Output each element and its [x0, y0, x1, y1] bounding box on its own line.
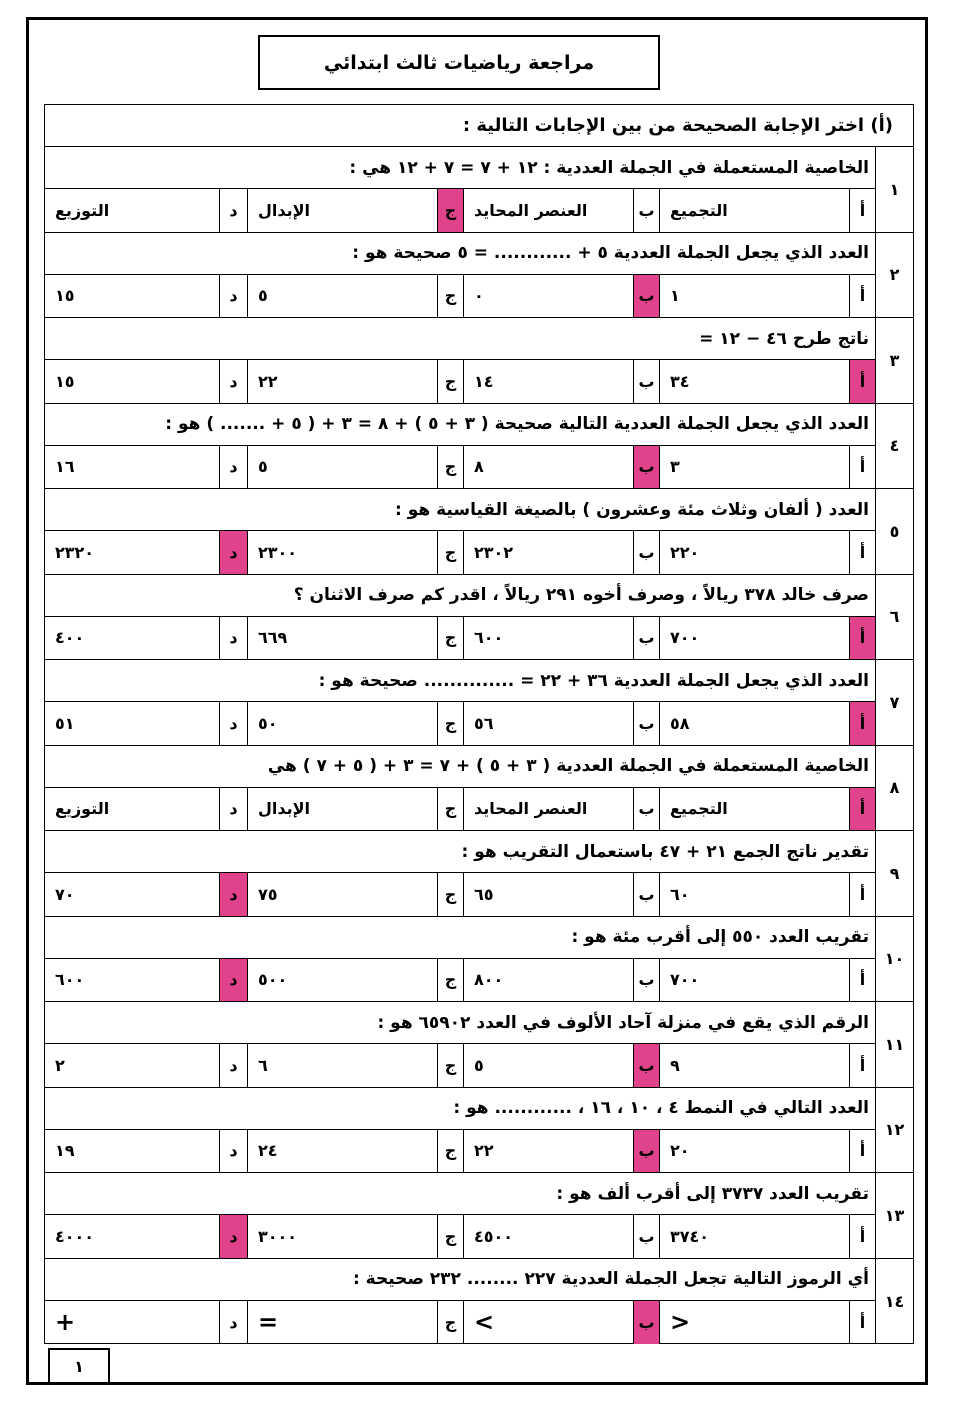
- option-label[interactable]: ج: [437, 1044, 463, 1087]
- question-row: [45, 575, 913, 661]
- option-value[interactable]: ٤٠٠: [55, 628, 85, 648]
- options-row: [45, 702, 875, 745]
- option-label[interactable]: د: [219, 617, 247, 660]
- option-label[interactable]: ب: [633, 1301, 659, 1345]
- option-value[interactable]: ٢٢: [463, 1130, 633, 1173]
- option-label[interactable]: ج: [437, 360, 463, 403]
- option-value[interactable]: ٣٤: [659, 360, 849, 403]
- option-label[interactable]: د: [219, 1044, 247, 1087]
- option-label[interactable]: ب: [633, 189, 659, 232]
- option-label[interactable]: ج: [437, 1301, 463, 1345]
- option-value[interactable]: ٠: [463, 275, 633, 318]
- page-number: ١: [48, 1348, 110, 1384]
- option-value[interactable]: ٦٦٩: [247, 617, 437, 660]
- option-label[interactable]: د: [219, 446, 247, 489]
- option-label[interactable]: ج: [437, 189, 463, 232]
- option-value[interactable]: +: [55, 1308, 76, 1337]
- option-value[interactable]: ١٥: [55, 371, 75, 391]
- option-label[interactable]: ج: [437, 275, 463, 318]
- question-text: الخاصية المستعملة في الجملة العددية : ١٢ + ٧ = ٧ + ١٢ هي :: [45, 147, 875, 189]
- options-row: [45, 1044, 875, 1087]
- option-value[interactable]: ٢٣٠٠: [247, 531, 437, 574]
- option-label[interactable]: د: [219, 1215, 247, 1258]
- option-value[interactable]: ٢٣٠٢: [463, 531, 633, 574]
- option-value[interactable]: ٨: [463, 446, 633, 489]
- question-number: ٤: [875, 404, 913, 489]
- option-label[interactable]: ب: [633, 788, 659, 831]
- option-value[interactable]: ٣٧٤٠: [659, 1215, 849, 1258]
- question-number: ١٣: [875, 1173, 913, 1258]
- options-row: [45, 189, 875, 232]
- option-value[interactable]: ١٥: [55, 286, 75, 306]
- question-number: ٢: [875, 233, 913, 318]
- options-row: [45, 531, 875, 574]
- option-value[interactable]: ٢٤: [247, 1130, 437, 1173]
- option-value[interactable]: ٥٠: [247, 702, 437, 745]
- question-row: [45, 318, 913, 404]
- option-label[interactable]: د: [219, 959, 247, 1002]
- option-label[interactable]: ب: [633, 360, 659, 403]
- options-row: [45, 1215, 875, 1258]
- option-value[interactable]: العنصر المحايد: [463, 788, 633, 831]
- option-value[interactable]: ٢٠: [659, 1130, 849, 1173]
- options-row: [45, 1130, 875, 1173]
- question-row: [45, 404, 913, 490]
- option-label[interactable]: أ: [849, 702, 875, 745]
- question-row: [45, 660, 913, 746]
- option-label[interactable]: ب: [633, 1130, 659, 1173]
- option-value[interactable]: ٦٠٠: [55, 970, 85, 990]
- option-label[interactable]: أ: [849, 360, 875, 403]
- question-number: ٨: [875, 746, 913, 831]
- option-value[interactable]: ٥: [247, 446, 437, 489]
- option-value[interactable]: ٥٠٠: [247, 959, 437, 1002]
- option-label[interactable]: أ: [849, 617, 875, 660]
- question-number: ٦: [875, 575, 913, 660]
- option-value[interactable]: التوزيع: [55, 200, 110, 220]
- option-value[interactable]: ٤٠٠٠: [55, 1226, 95, 1246]
- question-number: ١٠: [875, 917, 913, 1002]
- option-value[interactable]: ٧٠: [55, 884, 75, 904]
- question-text: العدد الذي يجعل الجملة العددية التالية صحيحة ( ٣ + ٥ ) + ٨ = ٣ + ( ٥ + ....... ) هو :: [45, 404, 875, 446]
- option-value[interactable]: ٢٣٢٠: [55, 542, 95, 562]
- page-title: مراجعة رياضيات ثالث ابتدائي: [258, 35, 660, 90]
- option-value[interactable]: ٦٠٠: [463, 617, 633, 660]
- option-label[interactable]: أ: [849, 1215, 875, 1258]
- question-number: ٩: [875, 831, 913, 916]
- option-label[interactable]: ب: [633, 531, 659, 574]
- option-value[interactable]: ٨٠٠: [463, 959, 633, 1002]
- option-value[interactable]: ٤٥٠٠: [463, 1215, 633, 1258]
- question-number: ٥: [875, 489, 913, 574]
- option-label[interactable]: ج: [437, 1215, 463, 1258]
- option-label[interactable]: أ: [849, 531, 875, 574]
- question-text: ناتج طرح ٤٦ − ١٢ =: [45, 318, 875, 360]
- option-label[interactable]: ب: [633, 959, 659, 1002]
- option-label[interactable]: ب: [633, 1215, 659, 1258]
- question-row: [45, 831, 913, 917]
- question-number: ١٤: [875, 1259, 913, 1345]
- option-value[interactable]: الإبدال: [247, 788, 437, 831]
- option-label[interactable]: ب: [633, 873, 659, 916]
- option-label[interactable]: أ: [849, 446, 875, 489]
- question-row: [45, 489, 913, 575]
- option-value[interactable]: ٩: [659, 1044, 849, 1087]
- option-label[interactable]: ب: [633, 617, 659, 660]
- question-row: [45, 1088, 913, 1174]
- option-value[interactable]: ١: [659, 275, 849, 318]
- option-label[interactable]: أ: [849, 873, 875, 916]
- option-label[interactable]: ج: [437, 873, 463, 916]
- option-value[interactable]: التوزيع: [55, 799, 110, 819]
- option-label[interactable]: د: [219, 873, 247, 916]
- option-value[interactable]: ٢٢: [247, 360, 437, 403]
- question-text: الرقم الذي يقع في منزلة آحاد الألوف في العدد ٦٥٩٠٢ هو :: [45, 1002, 875, 1044]
- question-text: تقريب العدد ٥٥٠ إلى أقرب مئة هو :: [45, 917, 875, 959]
- option-value[interactable]: ٢: [55, 1055, 65, 1075]
- option-label[interactable]: د: [219, 788, 247, 831]
- option-value[interactable]: التجميع: [659, 788, 849, 831]
- option-label[interactable]: ب: [633, 702, 659, 745]
- question-row: [45, 1173, 913, 1259]
- question-row: [45, 1002, 913, 1088]
- option-value[interactable]: >: [463, 1301, 633, 1345]
- option-label[interactable]: ج: [437, 788, 463, 831]
- option-label[interactable]: د: [219, 702, 247, 745]
- option-label[interactable]: ب: [633, 275, 659, 318]
- question-number: ١١: [875, 1002, 913, 1087]
- question-number: ١٢: [875, 1088, 913, 1173]
- options-row: [45, 788, 875, 831]
- option-value[interactable]: ٥٦: [463, 702, 633, 745]
- option-value[interactable]: ١٤: [463, 360, 633, 403]
- option-value[interactable]: ٥١: [55, 713, 75, 733]
- options-row: [45, 617, 875, 660]
- option-value[interactable]: ١٩: [55, 1141, 75, 1161]
- option-value[interactable]: ٢٢٠: [659, 531, 849, 574]
- option-label[interactable]: ج: [437, 959, 463, 1002]
- option-label[interactable]: أ: [849, 275, 875, 318]
- question-number: ٧: [875, 660, 913, 745]
- option-label[interactable]: أ: [849, 959, 875, 1002]
- option-label[interactable]: ج: [437, 702, 463, 745]
- question-row: [45, 917, 913, 1003]
- option-label[interactable]: أ: [849, 189, 875, 232]
- option-label[interactable]: ب: [633, 446, 659, 489]
- questions-table: [44, 104, 914, 1344]
- question-text: العدد الذي يجعل الجملة العددية ٣٦ + ٢٢ = .............. صحيحة هو :: [45, 660, 875, 702]
- option-label[interactable]: أ: [849, 788, 875, 831]
- option-value[interactable]: <: [659, 1301, 849, 1345]
- option-label[interactable]: د: [219, 189, 247, 232]
- option-label[interactable]: ج: [437, 1130, 463, 1173]
- option-value[interactable]: ٥: [463, 1044, 633, 1087]
- question-text: تقريب العدد ٣٧٣٧ إلى أقرب ألف هو :: [45, 1173, 875, 1215]
- option-value[interactable]: ٥: [247, 275, 437, 318]
- question-text: الخاصية المستعملة في الجملة العددية ( ٣ + ٥ ) + ٧ = ٣ + ( ٥ + ٧ ) هي: [45, 746, 875, 788]
- option-label[interactable]: د: [219, 1130, 247, 1173]
- option-label[interactable]: ب: [633, 1044, 659, 1087]
- question-text: العدد التالي في النمط ٤ ، ١٠ ، ١٦ ، ............ هو :: [45, 1088, 875, 1130]
- question-text: أي الرموز التالية تجعل الجملة العددية ٢٢٧ ........ ٢٣٢ صحيحة :: [45, 1259, 875, 1301]
- option-value[interactable]: ٧٠٠: [659, 959, 849, 1002]
- option-value[interactable]: الإبدال: [247, 189, 437, 232]
- options-row: [45, 275, 875, 318]
- instruction: (أ) اختر الإجابة الصحيحة من بين الإجابات التالية :: [45, 105, 913, 147]
- option-value[interactable]: ١٦: [55, 457, 75, 477]
- question-row: [45, 147, 913, 233]
- option-label[interactable]: ج: [437, 617, 463, 660]
- option-value[interactable]: ٦٠: [659, 873, 849, 916]
- question-number: ٣: [875, 318, 913, 403]
- options-row: [45, 446, 875, 489]
- options-row: [45, 360, 875, 403]
- option-label[interactable]: ج: [437, 531, 463, 574]
- option-value[interactable]: التجميع: [659, 189, 849, 232]
- option-value[interactable]: العنصر المحايد: [463, 189, 633, 232]
- options-row: [45, 873, 875, 916]
- options-row: [45, 1301, 875, 1345]
- option-label[interactable]: ج: [437, 446, 463, 489]
- question-text: العدد ( ألفان وثلاث مئة وعشرون ) بالصيغة القياسية هو :: [45, 489, 875, 531]
- option-label[interactable]: د: [219, 360, 247, 403]
- question-text: العدد الذي يجعل الجملة العددية ٥ + ............ = ٥ صحيحة هو :: [45, 233, 875, 275]
- option-value[interactable]: ٥٨: [659, 702, 849, 745]
- option-label[interactable]: د: [219, 275, 247, 318]
- option-label[interactable]: أ: [849, 1130, 875, 1173]
- option-value[interactable]: =: [247, 1301, 437, 1345]
- option-value[interactable]: ٣٠٠٠: [247, 1215, 437, 1258]
- option-value[interactable]: ٦: [247, 1044, 437, 1087]
- option-label[interactable]: د: [219, 1301, 247, 1345]
- question-row: [45, 233, 913, 319]
- options-row: [45, 959, 875, 1002]
- question-number: ١: [875, 147, 913, 232]
- option-label[interactable]: أ: [849, 1301, 875, 1345]
- option-label[interactable]: أ: [849, 1044, 875, 1087]
- question-row: [45, 746, 913, 832]
- option-value[interactable]: ٧٠٠: [659, 617, 849, 660]
- question-text: صرف خالد ٣٧٨ ريالاً ، وصرف أخوه ٢٩١ ريالاً ، اقدر كم صرف الاثنان ؟: [45, 575, 875, 617]
- option-label[interactable]: د: [219, 531, 247, 574]
- option-value[interactable]: ٦٥: [463, 873, 633, 916]
- question-row: [45, 1259, 913, 1345]
- option-value[interactable]: ٣: [659, 446, 849, 489]
- question-text: تقدير ناتج الجمع ٢١ + ٤٧ باستعمال التقريب هو :: [45, 831, 875, 873]
- option-value[interactable]: ٧٥: [247, 873, 437, 916]
